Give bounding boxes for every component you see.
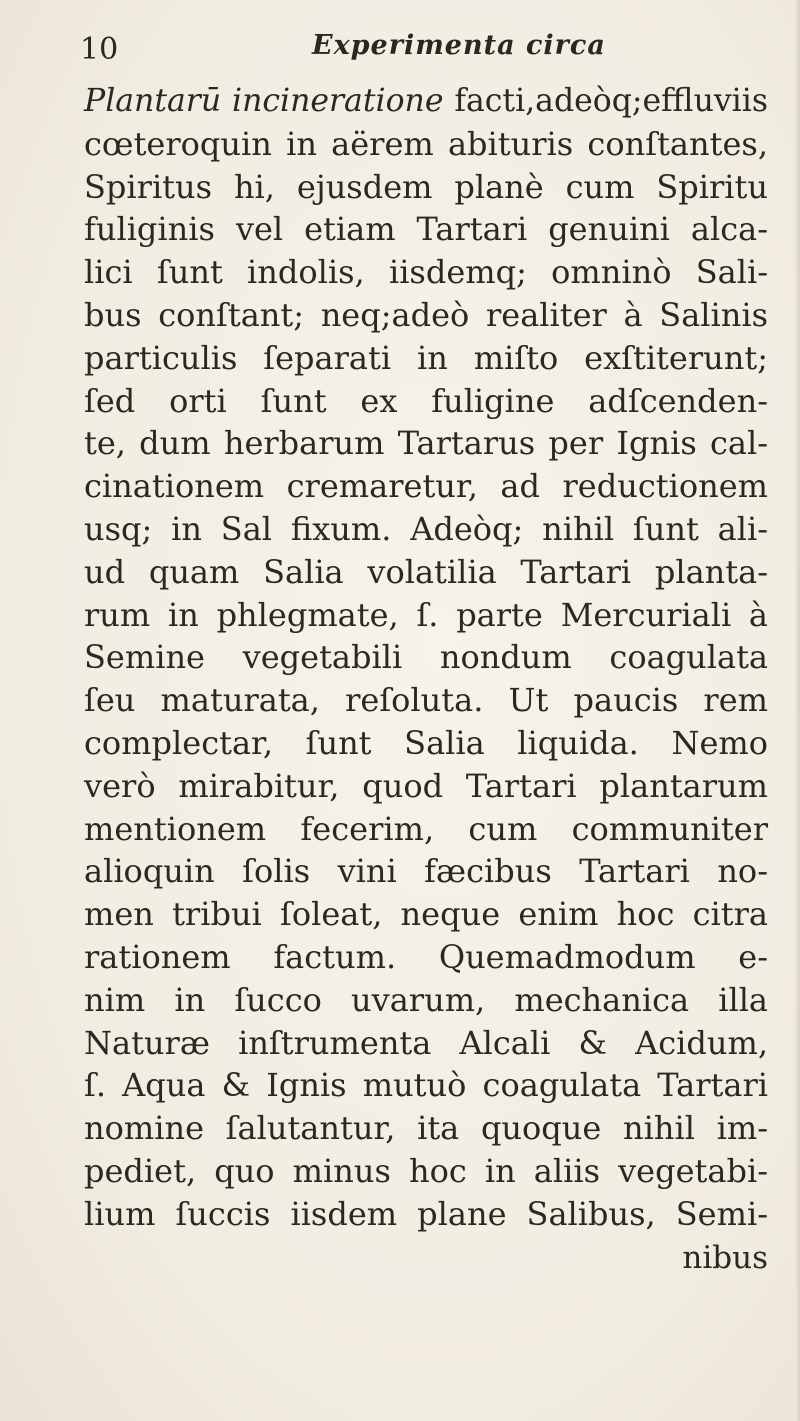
text-line: fuliginis vel etiam Tartari genuini alca-	[84, 210, 768, 249]
text-line: ſ. Aqua & Ignis mutuò coagulata Tartari	[84, 1066, 768, 1105]
text-line: pediet, quo minus hoc in aliis vegetabi-	[84, 1151, 768, 1190]
text-line: ud quam Salia volatilia Tartari planta-	[84, 552, 768, 591]
text-line: complectar, ſunt Salia liquida. Nemo	[84, 723, 768, 762]
page-number: 10	[80, 32, 119, 67]
text-line: usq; in Sal fixum. Adeòq; nihil ſunt ali-	[84, 509, 768, 548]
text-line: Semine vegetabili nondum coagulata	[84, 638, 768, 677]
page-edge-shadow	[794, 0, 800, 1421]
text-line: verò mirabitur, quod Tartari plantarum	[84, 766, 768, 805]
text-line: te, dum herbarum Tartarus per Ignis cal-	[84, 424, 768, 463]
italic-phrase: Plantarū incineratione	[84, 83, 444, 119]
text-line: nim in ſucco uvarum, mechanica illa	[84, 980, 768, 1019]
text-line	[84, 80, 768, 123]
text-line: particulis ſeparati in miſto exſtiterunt;	[84, 338, 768, 377]
text-line: cœteroquin in aërem abituris conſtantes,	[84, 124, 768, 163]
text-line: Naturæ inſtrumenta Alcali & Acidum,	[84, 1023, 768, 1062]
text-line: ſeu maturata, reſoluta. Ut paucis rem	[84, 681, 768, 720]
text-line: men tribui ſoleat, neque enim hoc citra	[84, 895, 768, 934]
catchword-line	[84, 1236, 768, 1279]
text-line: lium ſuccis iisdem plane Salibus, Semi-	[84, 1194, 768, 1233]
text-line: alioquin ſolis vini fæcibus Tartari no-	[84, 852, 768, 891]
text-line: Spiritus hi, ejusdem planè cum Spiritu	[84, 167, 768, 206]
text-line: rationem factum. Quemadmodum e-	[84, 937, 768, 976]
text-line: mentionem fecerim, cum communiter	[84, 809, 768, 848]
text-line: lici ſunt indolis, iisdemq; omninò Sali-	[84, 253, 768, 292]
text-line: nomine ſalutantur, ita quoque nihil im-	[84, 1109, 768, 1148]
catchword: nibus	[682, 1239, 768, 1276]
text-line: rum in phlegmate, ſ. parte Mercuriali à	[84, 595, 768, 634]
running-head: Experimenta circa	[312, 30, 606, 61]
text-line: cinationem cremaretur, ad reductionem	[84, 467, 768, 506]
page-header	[0, 28, 800, 78]
body-text	[84, 80, 768, 1278]
text-line: ſed orti ſunt ex fuligine adſcenden-	[84, 381, 768, 420]
text-line: bus conſtant; neq;adeò realiter à Salinis	[84, 295, 768, 334]
line-continuation: facti,adeòq;effluviis	[443, 83, 768, 119]
